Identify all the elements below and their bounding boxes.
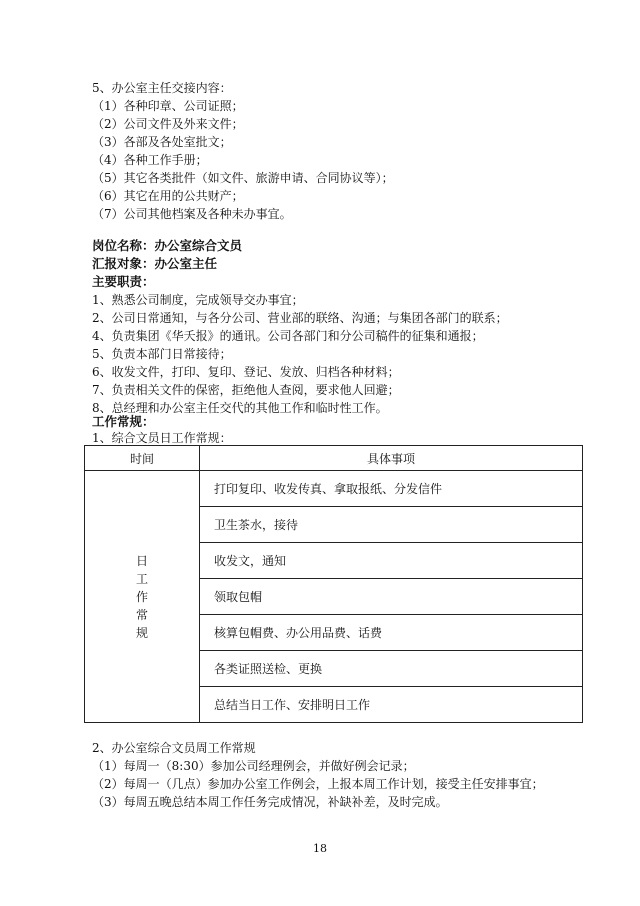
position-title: 岗位名称：办公室综合文员 — [92, 238, 243, 253]
section5-item: （1）各种印章、公司证照； — [92, 99, 244, 113]
task-cell: 收发文，通知 — [200, 543, 583, 579]
weekly-routine-heading: 2、办公室综合文员周工作常规 — [92, 741, 256, 755]
task-cell: 总结当日工作、安排明日工作 — [200, 687, 583, 723]
duty-item: 4、负责集团《华夭报》的通讯。公司各部门和分公司稿件的征集和通报； — [92, 329, 484, 343]
section5-item: （6）其它在用的公共财产； — [92, 189, 244, 203]
duty-item: 1、熟悉公司制度，完成领导交办事宜； — [92, 293, 304, 307]
task-cell: 各类证照送检、更换 — [200, 651, 583, 687]
task-cell: 核算包帽费、办公用品费、话费 — [200, 615, 583, 651]
daily-routine-table — [84, 445, 583, 723]
time-label: 日工作常规 — [135, 553, 148, 640]
duty-item: 7、负责相关文件的保密，拒绝他人查阅，要求他人回避； — [92, 383, 400, 397]
duty-item: 8、总经理和办公室主任交代的其他工作和临时性工作。 — [92, 401, 388, 415]
column-header-time: 时间 — [85, 446, 200, 471]
section5-item: （3）各部及各处室批文； — [92, 135, 232, 149]
weekly-item: （1）每周一（8:30）参加公司经理例会，并做好例会记录； — [92, 759, 415, 773]
section5-item: （5）其它各类批件（如文件、旅游申请、合同协议等）； — [92, 171, 394, 185]
duty-item: 5、负责本部门日常接待； — [92, 347, 232, 361]
duties-heading: 主要职责： — [92, 274, 155, 289]
table-row — [85, 471, 583, 507]
task-cell: 打印复印、收发传真、拿取报纸、分发信件 — [200, 471, 583, 507]
time-cell — [85, 471, 200, 723]
routine-heading: 工作常规： — [92, 414, 155, 429]
daily-routine-heading: 1、综合文员日工作常规： — [92, 431, 232, 445]
weekly-item: （3）每周五晚总结本周工作任务完成情况，补缺补差，及时完成。 — [92, 795, 448, 809]
section5-item: （4）各种工作手册； — [92, 153, 208, 167]
page-number: 18 — [313, 842, 327, 855]
duty-item: 2、公司日常通知，与各分公司、营业部的联络、沟通；与集团各部门的联系； — [92, 311, 508, 325]
weekly-item: （2）每周一（几点）参加办公室工作例会，上报本周工作计划，接受主任安排事宜； — [92, 777, 544, 791]
section5-item: （2）公司文件及外来文件； — [92, 117, 244, 131]
duty-item: 6、收发文件，打印、复印、登记、发放、归档各种材料； — [92, 365, 400, 379]
column-header-items: 具体事项 — [200, 446, 583, 471]
section5-heading: 5、办公室主任交接内容： — [92, 81, 232, 95]
reports-to: 汇报对象：办公室主任 — [92, 256, 218, 271]
task-cell: 卫生茶水，接待 — [200, 507, 583, 543]
task-cell: 领取包帽 — [200, 579, 583, 615]
table-header-row — [85, 446, 583, 471]
section5-item: （7）公司其他档案及各种未办事宜。 — [92, 207, 292, 221]
